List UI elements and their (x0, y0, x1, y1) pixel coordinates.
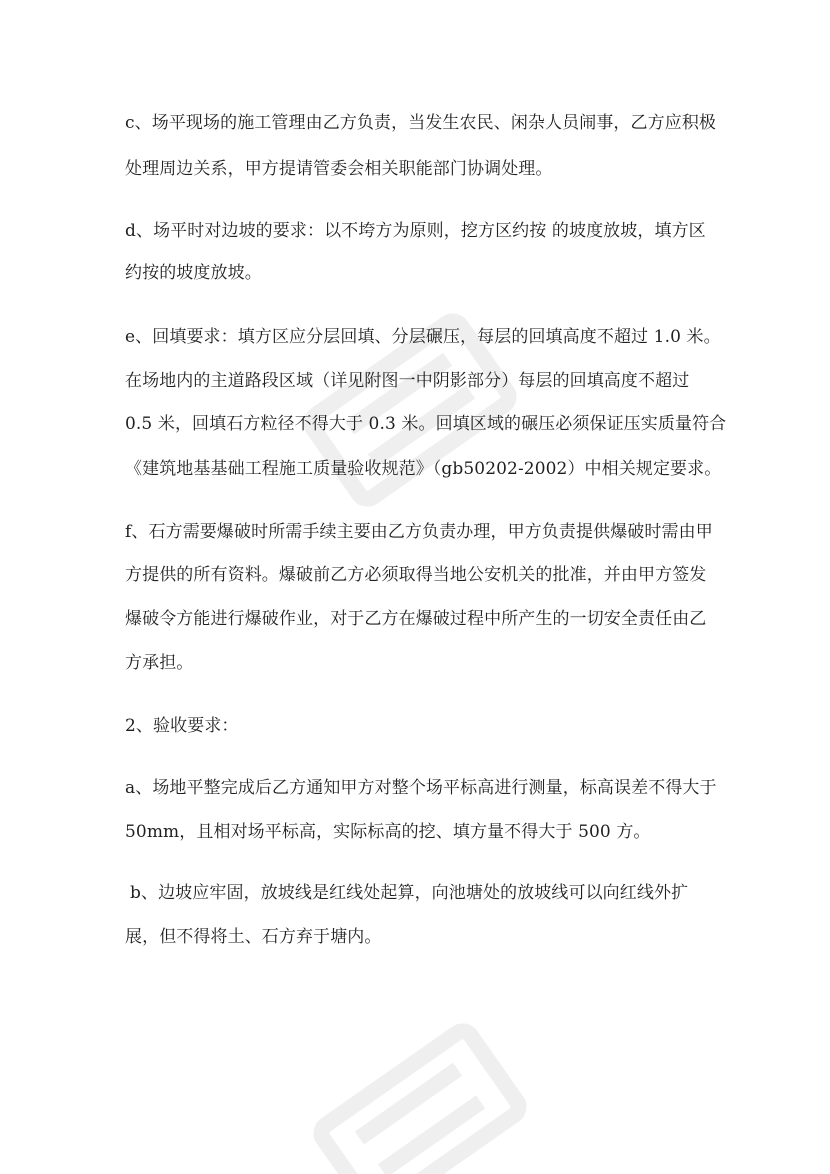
paragraph-b-line-1: b、边坡应牢固，放坡线是红线处起算，向池塘处的放坡线可以向红线外扩 (130, 883, 689, 903)
paragraph-d-line-1: d、场平时对边坡的要求：以不垮方为原则，挖方区约按 的坡度放坡，填方区 (125, 221, 706, 241)
paragraph-f-line-1: f、石方需要爆破时所需手续主要由乙方负责办理，甲方负责提供爆破时需由甲 (125, 522, 713, 542)
paragraph-f-line-2: 方提供的所有资料。爆破前乙方必须取得当地公安机关的批准，并由甲方签发 (125, 565, 707, 585)
paragraph-e-line-2: 在场地内的主道路段区域（详见附图一中阴影部分）每层的回填高度不超过 (125, 371, 690, 391)
watermark-icon (300, 1000, 540, 1174)
paragraph-e-line-3: 0.5 米，回填石方粒径不得大于 0.3 米。回填区域的碾压必须保证压实质量符合 (125, 414, 727, 434)
paragraph-a-line-2: 50mm，且相对场平标高，实际标高的挖、填方量不得大于 500 方。 (125, 822, 651, 842)
paragraph-c-line-1: c、场平现场的施工管理由乙方负责，当发生农民、闲杂人员闹事，乙方应积极 (125, 113, 717, 133)
paragraph-c-line-2: 处理周边关系，甲方提请管委会相关职能部门协调处理。 (125, 159, 553, 179)
paragraph-d-line-2: 约按的坡度放坡。 (125, 263, 262, 283)
paragraph-a-line-1: a、场地平整完成后乙方通知甲方对整个场平标高进行测量，标高误差不得大于 (125, 778, 717, 798)
paragraph-f-line-4: 方承担。 (125, 653, 194, 673)
section-2-heading: 2、验收要求： (125, 716, 239, 736)
paragraph-b-line-2: 展，但不得将土、石方弃于塘内。 (125, 927, 382, 947)
paragraph-e-line-4: 《建筑地基基础工程施工质量验收规范》（gb50202-2002）中相关规定要求。 (125, 459, 722, 479)
paragraph-e-line-1: e、回填要求：填方区应分层回填、分层碾压，每层的回填高度不超过 1.0 米。 (125, 327, 721, 347)
paragraph-f-line-3: 爆破令方能进行爆破作业，对于乙方在爆破过程中所产生的一切安全责任由乙 (125, 609, 707, 629)
